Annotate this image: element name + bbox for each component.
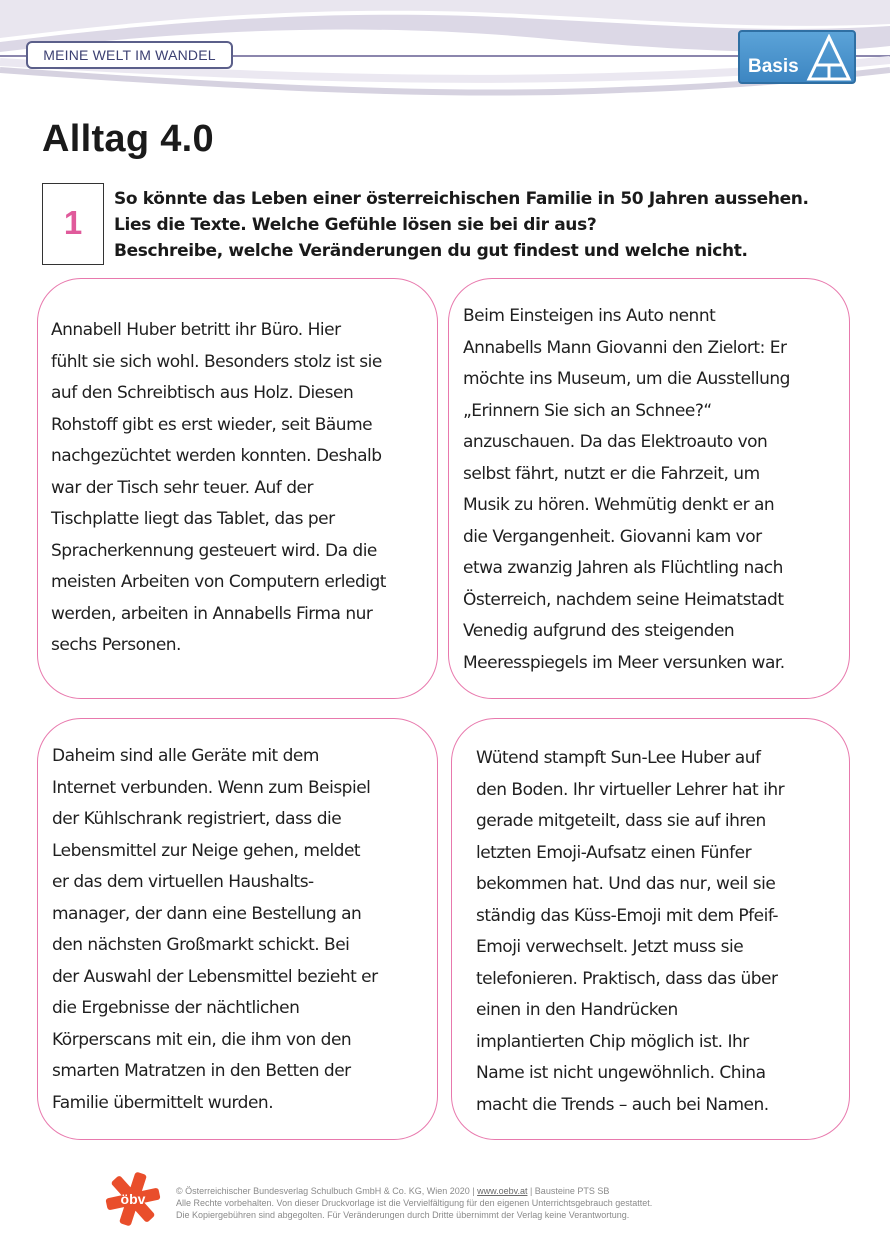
- story-line: anzuschauen. Da das Elektroauto von: [463, 432, 768, 452]
- story-line: der Kühlschrank registriert, dass die: [52, 809, 342, 829]
- story-line: möchte ins Museum, um die Ausstellung: [463, 369, 790, 389]
- story-line: werden, arbeiten in Annabells Firma nur: [51, 603, 373, 624]
- story-line: Musik zu hören. Wehmütig denkt er an: [463, 495, 775, 515]
- story-card-home: [37, 718, 438, 1140]
- story-line: die Ergebnisse der nächtlichen: [52, 998, 300, 1018]
- story-line: Beim Einsteigen ins Auto nennt: [463, 306, 716, 326]
- story-line: fühlt sie sich wohl. Besonders stolz ist sie: [51, 351, 382, 372]
- story-line: meisten Arbeiten von Computern erledigt: [51, 572, 386, 592]
- basis-level-badge: [738, 30, 856, 84]
- task-line: Lies die Texte. Welche Gefühle lösen sie bei dir aus?: [114, 215, 597, 235]
- story-line: manager, der dann eine Bestellung an: [52, 903, 362, 924]
- story-line: etwa zwanzig Jahren als Flüchtling nach: [463, 558, 783, 578]
- series-label: MEINE WELT IM WANDEL: [26, 41, 233, 69]
- story-line: bekommen hat. Und das nur, weil sie: [476, 874, 776, 894]
- story-line: letzten Emoji-Aufsatz einen Fünfer: [476, 842, 752, 863]
- story-card-office: [37, 278, 438, 699]
- task-line: Beschreibe, welche Veränderungen du gut findest und welche nicht.: [114, 241, 748, 261]
- story-line: den Boden. Ihr virtueller Lehrer hat ihr: [476, 779, 785, 800]
- story-line: nachgezüchtet werden konnten. Deshalb: [51, 446, 382, 466]
- footer-line: © Österreichischer Bundesverlag Schulbuch GmbH & Co. KG, Wien 2020 | www.oebv.at | Bausteine PTS SB: [176, 1186, 610, 1196]
- story-card-school: [451, 718, 850, 1140]
- story-line: Familie übermittelt wurden.: [52, 1092, 274, 1113]
- story-text: [463, 301, 849, 679]
- story-line: Annabell Huber betritt ihr Büro. Hier: [51, 320, 341, 340]
- story-line: gerade mitgeteilt, dass sie auf ihren: [476, 811, 766, 831]
- story-line: war der Tisch sehr teuer. Auf der: [51, 477, 313, 498]
- story-line: „Erinnern Sie sich an Schnee?“: [463, 400, 712, 421]
- story-line: Lebensmittel zur Neige gehen, meldet: [52, 840, 361, 861]
- publisher-logo-icon: [104, 1170, 162, 1228]
- story-line: den nächsten Großmarkt schickt. Bei: [52, 935, 350, 955]
- story-line: Internet verbunden. Wenn zum Beispiel: [52, 777, 371, 798]
- story-line: sechs Personen.: [51, 635, 181, 655]
- story-line: Meeresspiegels im Meer versunken war.: [463, 652, 785, 673]
- story-line: Österreich, nachdem seine Heimatstadt: [463, 589, 784, 610]
- story-line: Annabells Mann Giovanni den Zielort: Er: [463, 337, 787, 358]
- footer-line: Alle Rechte vorbehalten. Von dieser Druckvorlage ist die Vervielfältigung für den eigenen Unterrichtsgebrauch gestattet.: [176, 1198, 653, 1208]
- story-line: smarten Matratzen in den Betten der: [52, 1061, 351, 1081]
- triangle-level-icon: [806, 34, 852, 82]
- story-line: die Vergangenheit. Giovanni kam vor: [463, 526, 762, 547]
- story-line: Wütend stampft Sun-Lee Huber auf: [476, 748, 761, 768]
- basis-badge-label: Basis: [748, 56, 799, 77]
- story-text: [52, 741, 437, 1119]
- publisher-website-link[interactable]: www.oebv.at: [477, 1186, 528, 1196]
- story-line: ständig das Küss-Emoji mit dem Pfeif-: [476, 905, 779, 926]
- story-line: Körperscans mit ein, die ihm von den: [52, 1029, 352, 1050]
- story-line: Daheim sind alle Geräte mit dem: [52, 746, 319, 766]
- story-line: Venedig aufgrund des steigenden: [463, 621, 735, 641]
- task-line: So könnte das Leben einer österreichischen Familie in 50 Jahren aussehen.: [114, 189, 809, 209]
- story-line: selbst fährt, nutzt er die Fahrzeit, um: [463, 463, 760, 484]
- story-line: Emoji verwechselt. Jetzt muss sie: [476, 937, 744, 957]
- story-line: Spracherkennung gesteuert wird. Da die: [51, 540, 377, 561]
- story-line: telefonieren. Praktisch, dass das über: [476, 968, 778, 989]
- page-title: Alltag 4.0: [42, 118, 214, 160]
- story-line: Rohstoff gibt es erst wieder, seit Bäume: [51, 414, 373, 435]
- story-line: der Auswahl der Lebensmittel bezieht er: [52, 966, 378, 987]
- publisher-logo-text: öbv: [120, 1191, 146, 1207]
- story-card-car: [448, 278, 850, 699]
- story-line: einen in den Handrücken: [476, 1000, 678, 1020]
- task-number-box: 1: [42, 183, 104, 265]
- story-line: auf den Schreibtisch aus Holz. Diesen: [51, 383, 354, 403]
- story-line: Tischplatte liegt das Tablet, das per: [51, 509, 335, 529]
- footer-line: Die Kopiergebühren sind abgegolten. Für Veränderungen durch Dritte übernimmt der Verlag keine Verantwortung.: [176, 1210, 630, 1220]
- copyright-footer: [176, 1185, 816, 1221]
- story-line: er das dem virtuellen Haushalts-: [52, 872, 314, 892]
- task-instructions: [114, 186, 834, 264]
- story-line: implantierten Chip möglich ist. Ihr: [476, 1031, 749, 1052]
- story-text: [476, 743, 849, 1121]
- story-text: [51, 315, 437, 662]
- story-line: Name ist nicht ungewöhnlich. China: [476, 1063, 766, 1083]
- story-line: macht die Trends – auch bei Namen.: [476, 1094, 769, 1115]
